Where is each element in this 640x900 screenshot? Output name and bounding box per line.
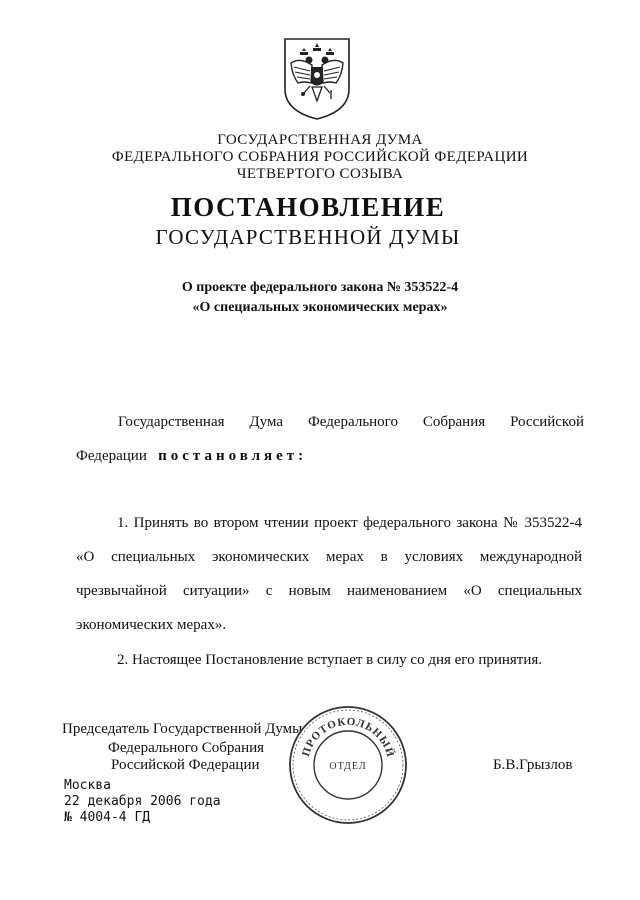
signatory-title-line-2: Федерального Собрания	[108, 740, 265, 756]
svg-text:ПРОТОКОЛЬНЫЙ	[300, 716, 396, 759]
signatory-title-line-1: Председатель Государственной Думы	[62, 721, 303, 737]
intro-line-1: Государственная Дума Федерального Собрания Российской	[118, 414, 584, 430]
item-1-line-4: экономических мерах».	[76, 617, 227, 633]
footer-date: 22 декабря 2006 года	[64, 794, 221, 809]
subject-line-2: «О специальных экономических мерах»	[192, 300, 448, 315]
item-1-line-3: чрезвычайной ситуации» с новым наименованием «О специальных	[76, 583, 582, 599]
document-subtitle: ГОСУДАРСТВЕННОЙ ДУМЫ	[155, 225, 461, 249]
stamp-center-text: ОТДЕЛ	[329, 761, 367, 772]
footer-city: Москва	[64, 778, 111, 793]
subject-line-1: О проекте федерального закона № 353522-4	[181, 280, 459, 295]
item-1-line-1: 1. Принять во втором чтении проект федерального закона № 353522-4	[117, 515, 582, 531]
header-line-convocation: ЧЕТВЕРТОГО СОЗЫВА	[236, 166, 404, 182]
stamp-ring-text: ПРОТОКОЛЬНЫЙ	[299, 715, 397, 760]
item-2: 2. Настоящее Постановление вступает в силу со дня его принятия.	[117, 652, 543, 668]
footer-number: № 4004-4 ГД	[64, 810, 151, 825]
signatory-name: Б.В.Грызлов	[493, 757, 573, 773]
signatory-title-line-3: Российской Федерации	[111, 757, 260, 773]
coat-of-arms-emblem	[282, 37, 352, 121]
header-line-federal-assembly: ФЕДЕРАЛЬНОГО СОБРАНИЯ РОССИЙСКОЙ ФЕДЕРАЦИИ	[111, 149, 529, 165]
intro-verb-resolves: постановляет:	[158, 448, 308, 464]
document-title: ПОСТАНОВЛЕНИЕ	[170, 192, 446, 222]
header-line-duma: ГОСУДАРСТВЕННАЯ ДУМА	[217, 132, 423, 148]
round-stamp	[286, 703, 410, 827]
intro-line-2	[76, 448, 307, 465]
item-1-line-2: «О специальных экономических мерах в условиях международной	[76, 549, 582, 565]
intro-federation: Федерации	[76, 448, 147, 464]
